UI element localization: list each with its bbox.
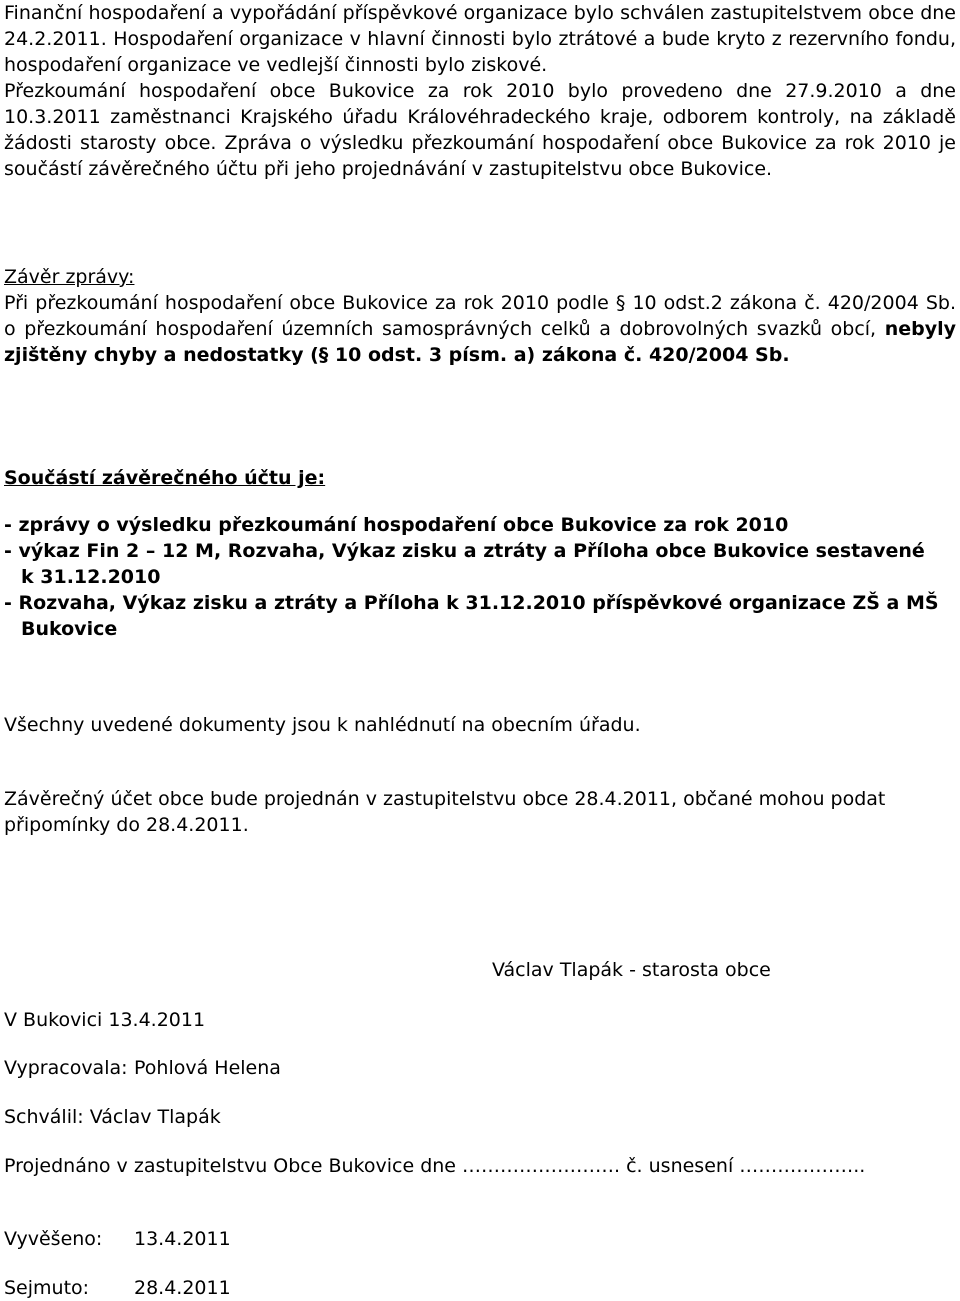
attachment-item-school-line1: - Rozvaha, Výkaz zisku a ztráty a Příloha k 31.12.2010 příspěvkové organizace ZŠ a MŠ <box>4 592 939 614</box>
conclusion-heading: Závěr zprávy: <box>4 266 135 288</box>
posted-label: Vyvěšeno: <box>4 1228 103 1250</box>
prepared-by-label: Vypracovala: <box>4 1057 128 1079</box>
intro-section <box>4 0 956 182</box>
intro-paragraph-audit: Přezkoumání hospodaření obce Bukovice za rok 2010 bylo provedeno dne 27.9.2010 a dne 10.3.2011 zaměstnanci Krajského úřadu Královéhradeckého kraje, odborem kontroly, na základě žádosti starosty obce. Zpráva o výsledku přezkoumání hospodaření obce Bukovice za rok 2010 je součástí závěrečného účtu při jeho projednávání v zastupitelstvu obce Bukovice. <box>4 80 956 180</box>
attachment-item-audit-report: - zprávy o výsledku přezkoumání hospodaření obce Bukovice za rok 2010 <box>4 514 789 536</box>
attachment-item-statements-line2: k 31.12.2010 <box>21 566 161 588</box>
posted-date <box>4 1226 231 1252</box>
signature-line: Václav Tlapák - starosta obce <box>492 959 771 981</box>
conclusion-text <box>4 290 956 368</box>
intro-paragraph-finance: Finanční hospodaření a vypořádání příspěvkové organizace bylo schválen zastupitelstvem obce dne 24.2.2011. Hospodaření organizace v hlavní činnosti bylo ztrátové a bude kryto z rezervního fondu, hospodaření organizace ve vedlejší činnosti bylo ziskové. <box>4 2 956 76</box>
place-date: V Bukovici 13.4.2011 <box>4 1009 206 1031</box>
council-resolution: Projednáno v zastupitelstvu Obce Bukovice dne ……………………. č. usnesení ……………….. <box>4 1155 866 1177</box>
conclusion-text-bold: nebyly zjištěny chyby a nedostatky (§ 10 odst. 3 písm. a) zákona č. 420/2004 Sb. <box>4 318 956 366</box>
removed-value: 28.4.2011 <box>134 1277 231 1299</box>
documents-notice-text: Všechny uvedené dokumenty jsou k nahlédnutí na obecním úřadu. <box>4 714 641 736</box>
attachment-item-statements <box>4 538 956 590</box>
prepared-by <box>4 1055 281 1081</box>
removed-date <box>4 1275 231 1301</box>
documents-notice <box>4 712 956 738</box>
conclusion-text-normal: Při přezkoumání hospodaření obce Bukovice za rok 2010 podle § 10 odst.2 zákona č. 420/2004 Sb. o přezkoumání hospodaření územních samosprávných celků a dobrovolných svazků obcí, <box>4 292 956 340</box>
final-account-notice-text: Závěrečný účet obce bude projednán v zastupitelstvu obce 28.4.2011, občané mohou podat připomínky do 28.4.2011. <box>4 788 886 836</box>
attachment-item-school-line2: Bukovice <box>21 618 118 640</box>
attachment-item-school-statements <box>4 590 956 642</box>
attachments-heading: Součástí závěrečného účtu je: <box>4 467 326 489</box>
removed-label: Sejmuto: <box>4 1277 90 1299</box>
conclusion-section <box>4 264 956 368</box>
approved-by: Schválil: Václav Tlapák <box>4 1106 221 1128</box>
attachment-item-statements-line1: - výkaz Fin 2 – 12 M, Rozvaha, Výkaz zisku a ztráty a Příloha obce Bukovice sestavené <box>4 540 925 562</box>
attachments-section <box>4 465 956 642</box>
posted-value: 13.4.2011 <box>134 1228 231 1250</box>
prepared-by-value: Pohlová Helena <box>134 1057 281 1079</box>
final-account-notice <box>4 786 956 838</box>
